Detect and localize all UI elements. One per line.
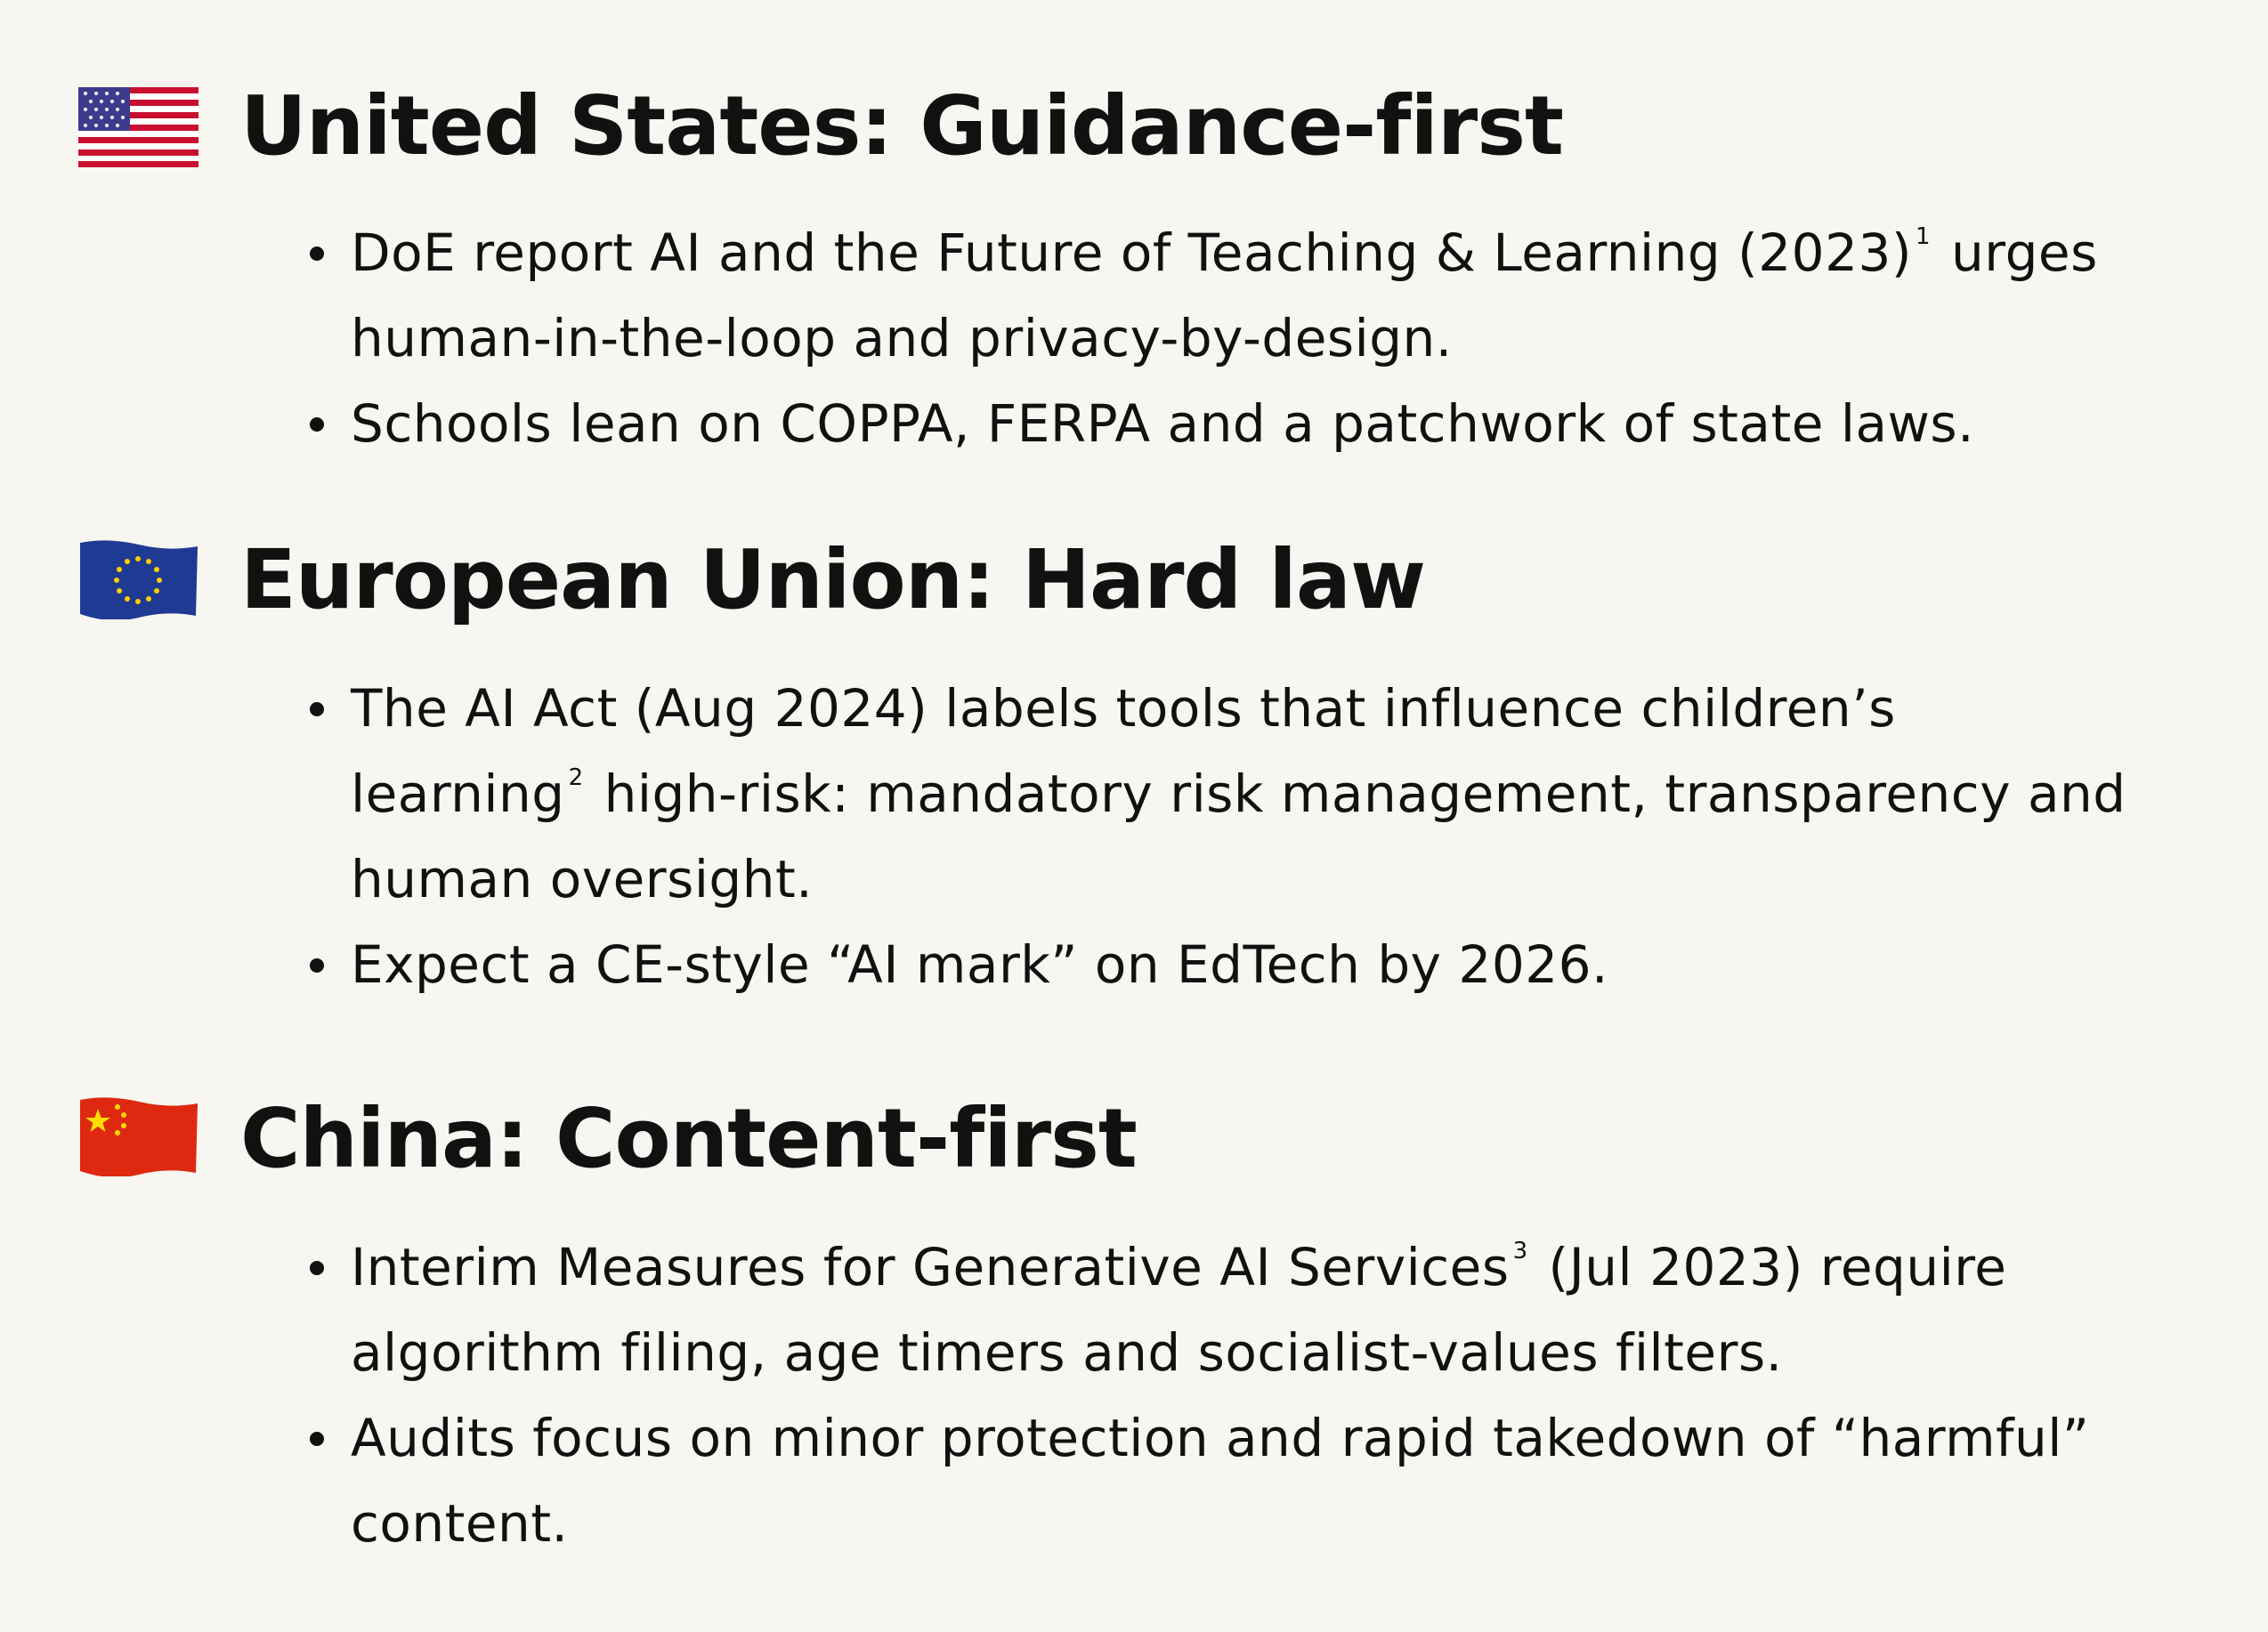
bullet-text-continued: urges human-in-the-loop and privacy-by-design.	[351, 222, 2098, 368]
us-flag-icon	[78, 87, 198, 167]
bullet-text: Schools lean on COPPA, FERPA and a patchwork of state laws.	[351, 393, 1975, 454]
list-item	[351, 1224, 2149, 1395]
section-title-us: United States: Guidance-first	[240, 78, 1564, 174]
section-title-china: China: Content-first	[240, 1091, 1137, 1186]
bullet-list-eu	[351, 666, 2149, 1007]
bullet-list-china	[351, 1224, 2149, 1566]
bullet-text-continued: (Jul 2023) require algorithm filing, age timers and socialist-values filters.	[351, 1237, 2007, 1383]
bullet-text: Audits focus on minor protection and rapid takedown of “harmful” content.	[351, 1408, 2090, 1554]
list-item	[351, 1395, 2149, 1566]
heading-row-china	[78, 1093, 2215, 1208]
heading-row-eu	[78, 534, 2215, 650]
list-item	[351, 922, 2149, 1007]
footnote-marker: 1	[1916, 223, 1932, 250]
bullet-text: Expect a CE-style “AI mark” on EdTech by 2026.	[351, 934, 1608, 995]
bullet-text-continued: high-risk: mandatory risk management, transparency and human oversight.	[351, 763, 2126, 909]
bullet-list-us	[351, 210, 2149, 466]
list-item	[351, 210, 2149, 381]
list-item	[351, 666, 2149, 922]
bullet-text: The AI Act (Aug 2024) labels tools that influence children’s learning	[351, 678, 1896, 824]
bullet-text: Interim Measures for Generative AI Services	[351, 1237, 1510, 1297]
footnote-marker: 2	[568, 764, 584, 791]
list-item	[351, 381, 2149, 466]
bullet-text: DoE report AI and the Future of Teaching & Learning (2023)	[351, 222, 1913, 283]
section-title-eu: European Union: Hard law	[240, 532, 1425, 627]
china-flag-icon	[78, 1096, 198, 1176]
footnote-marker: 3	[1512, 1238, 1528, 1264]
heading-row-us	[78, 80, 2215, 196]
eu-flag-icon	[78, 539, 198, 619]
